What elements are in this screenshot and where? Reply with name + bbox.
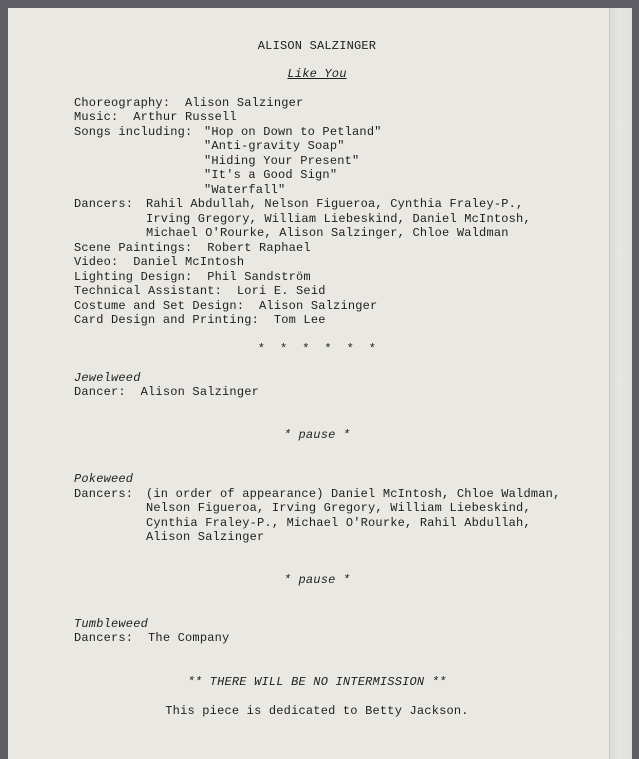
- pokeweed-dancers-line: Nelson Figueroa, Irving Gregory, William Liebeskind,: [146, 501, 531, 515]
- pokeweed-dancers-label: Dancers:: [74, 487, 134, 501]
- credit-video: Video: Daniel McIntosh: [74, 255, 245, 269]
- credit-technical-assistant: Technical Assistant: Lori E. Seid: [74, 284, 326, 298]
- program-page: [8, 8, 632, 759]
- page-fold: [609, 8, 632, 759]
- piece-title: Like You: [287, 67, 347, 81]
- intermission-notice: ** THERE WILL BE NO INTERMISSION **: [187, 675, 447, 689]
- pokeweed-dancers-line: (in order of appearance) Daniel McIntosh, Chloe Waldman,: [146, 487, 561, 501]
- choreographer-name: ALISON SALZINGER: [257, 39, 377, 53]
- dancers-line: Michael O'Rourke, Alison Salzinger, Chloe Waldman: [146, 226, 509, 240]
- credit-lighting: Lighting Design: Phil Sandström: [74, 270, 311, 284]
- dancers-line: Rahil Abdullah, Nelson Figueroa, Cynthia Fraley-P.,: [146, 197, 524, 211]
- dancers-line: Irving Gregory, William Liebeskind, Daniel McIntosh,: [146, 212, 531, 226]
- section-title-tumbleweed: Tumbleweed: [74, 617, 149, 631]
- pause-marker: * pause *: [283, 428, 351, 442]
- asterisk-divider: * * * * * *: [257, 342, 377, 356]
- dancers-label: Dancers:: [74, 197, 134, 211]
- credit-choreography: Choreography: Alison Salzinger: [74, 96, 304, 110]
- credit-card-design: Card Design and Printing: Tom Lee: [74, 313, 326, 327]
- dedication: This piece is dedicated to Betty Jackson.: [165, 704, 469, 718]
- pokeweed-dancers-line: Cynthia Fraley-P., Michael O'Rourke, Rahil Abdullah,: [146, 516, 531, 530]
- song-item: "Hop on Down to Petland": [204, 125, 382, 139]
- credit-scene-paintings: Scene Paintings: Robert Raphael: [74, 241, 311, 255]
- songs-label: Songs including:: [74, 125, 193, 139]
- credit-costume-set: Costume and Set Design: Alison Salzinger: [74, 299, 378, 313]
- section-title-jewelweed: Jewelweed: [74, 371, 141, 385]
- pause-marker: * pause *: [283, 573, 351, 587]
- pokeweed-dancers-line: Alison Salzinger: [146, 530, 265, 544]
- song-item: "Anti-gravity Soap": [204, 139, 345, 153]
- song-item: "It's a Good Sign": [204, 168, 338, 182]
- song-item: "Hiding Your Present": [204, 154, 360, 168]
- song-item: "Waterfall": [204, 183, 286, 197]
- credit-music: Music: Arthur Russell: [74, 110, 237, 124]
- jewelweed-dancer: Dancer: Alison Salzinger: [74, 385, 260, 399]
- tumbleweed-dancers: Dancers: The Company: [74, 631, 230, 645]
- section-title-pokeweed: Pokeweed: [74, 472, 134, 486]
